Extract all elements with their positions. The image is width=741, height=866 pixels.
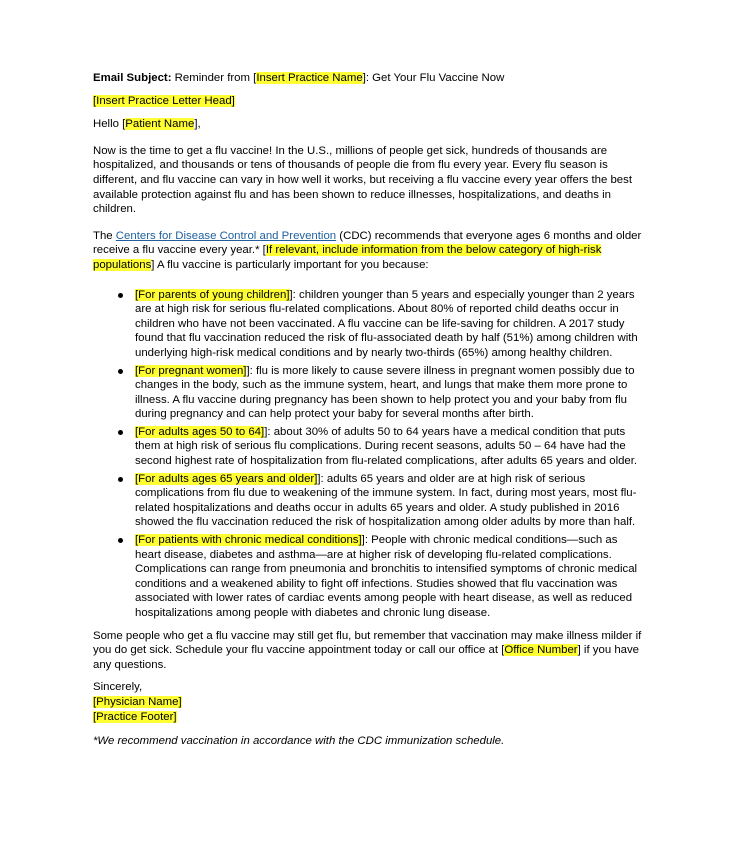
- bullet-dot-icon: [118, 477, 123, 482]
- bullet-tag: [For adults ages 50 to 64]: [135, 425, 265, 438]
- closing-paragraph: [93, 629, 645, 673]
- risk-group-list: [93, 288, 645, 621]
- closing-post: ] if you have any questions.: [93, 644, 640, 671]
- closing-pre: Some people who get a flu vaccine may still get flu, but remember that vaccination may make illness milder if you do get sick. Schedule your flu vaccine appointment today or call our office at [: [93, 629, 642, 657]
- letterhead-placeholder: [Insert Practice Letter Head]: [93, 94, 235, 107]
- cdc-link[interactable]: Centers for Disease Control and Prevention: [115, 229, 337, 242]
- office-number-placeholder: Office Number: [504, 644, 578, 657]
- greeting-line: [93, 117, 645, 132]
- letterhead-line: [93, 94, 645, 109]
- cdc-paragraph: [93, 229, 645, 273]
- practice-footer-placeholder: [Practice Footer]: [93, 710, 177, 723]
- footnote: *We recommend vaccination in accordance with the CDC immunization schedule.: [93, 735, 505, 748]
- subject-label: Email Subject:: [93, 72, 172, 84]
- physician-placeholder: [Physician Name]: [93, 695, 182, 708]
- bullet-text: ]: People with chronic medical conditions—such as heart disease, diabetes and asthma—are at higher risk of developing flu-related complications. Complications can range from pneumonia and bronchitis to intensified symptoms of chronic medical conditions and a weakened ability to fight off infections. Studies showed that flu vaccination was associated with lower rates of cardiac events among people with heart disease, as well as reduced hospitalizations among people with diabetes and chronic lung disease.: [135, 534, 638, 619]
- list-item-chronic: [135, 533, 645, 621]
- bullet-text: ]: about 30% of adults 50 to 64 years have a medical condition that puts them at high risk of serious flu complications. During recent seasons, adults 50 – 64 have had the second highest rate of hospitalization from flu-related complications, after adults 65 years and older.: [135, 425, 638, 468]
- bullet-tag: [For patients with chronic medical conditions]: [135, 534, 362, 547]
- cdc-post: ] A flu vaccine is particularly important for you because:: [151, 258, 429, 271]
- bullet-dot-icon: [118, 430, 123, 435]
- bullet-dot-icon: [118, 369, 123, 374]
- bullet-tag: [For pregnant women]: [135, 364, 247, 377]
- physician-line: [93, 695, 645, 710]
- bullet-dot-icon: [118, 538, 123, 543]
- list-item-adults-65: [135, 472, 645, 530]
- bullet-tag: [For adults ages 65 years and older]: [135, 472, 318, 485]
- bullet-tag: [For parents of young children]: [135, 288, 290, 301]
- footer-line: [93, 710, 645, 725]
- list-item-pregnant: [135, 364, 645, 422]
- intro-paragraph: Now is the time to get a flu vaccine! In the U.S., millions of people get sick, hundreds of thousands are hospitalized, and thousands or tens of thousands of people die from flu every year. Every flu season is different, and flu vaccine can vary in how well it works, but receiving a flu vaccine every year offers the best available protection against flu and has been shown to reduce illnesses, hospitalizations, and deaths in children.: [93, 144, 633, 216]
- list-item-adults-50-64: [135, 425, 645, 469]
- subject-pre: Reminder from [: [171, 72, 257, 84]
- bullet-text: ]: adults 65 years and older are at high risk of serious complications from flu due to weakening of the immune system. In fact, during most years, most flu-related hospitalizations and deaths occur in adults 65 years and older. A study published in 2016 showed the flu vaccination reduced the risk of hospitalization among older adults by more than half.: [135, 472, 637, 529]
- email-subject-line: [93, 71, 645, 86]
- signoff: Sincerely,: [93, 681, 143, 694]
- bullet-text: ]: children younger than 5 years and especially younger than 2 years are at high risk for serious flu-related complications. About 80% of reported child deaths occur in children who have not been vaccinated. A flu vaccine can be life-saving for children. A 2017 study found that flu vaccination reduced the risk of flu-associated death by half (51%) among children with underlying high-risk medical conditions and by nearly two-thirds (65%) among healthy children.: [135, 288, 638, 359]
- bullet-dot-icon: [118, 293, 123, 298]
- practice-name-placeholder: Insert Practice Name: [256, 72, 363, 84]
- subject-post: ]: Get Your Flu Vaccine Now: [362, 72, 505, 84]
- cdc-mid: (CDC) recommends that everyone ages 6 months and older receive a flu vaccine every year.* [: [93, 229, 642, 257]
- greeting-pre: Hello [: [93, 118, 126, 131]
- high-risk-placeholder: If relevant, include information from the below category of high-risk populations: [93, 244, 602, 271]
- cdc-pre: The: [93, 229, 116, 242]
- list-item-parents: [135, 288, 645, 361]
- patient-name-placeholder: Patient Name: [125, 118, 195, 131]
- greeting-post: ],: [194, 118, 201, 131]
- bullet-text: ]: flu is more likely to cause severe illness in pregnant women possibly due to changes in the body, such as the immune system, heart, and lungs that make them more prone to illness. A flu vaccine during pregnancy has been shown to help protect you and your baby from flu during pregnancy and can help protect your baby for several months after birth.: [135, 364, 635, 421]
